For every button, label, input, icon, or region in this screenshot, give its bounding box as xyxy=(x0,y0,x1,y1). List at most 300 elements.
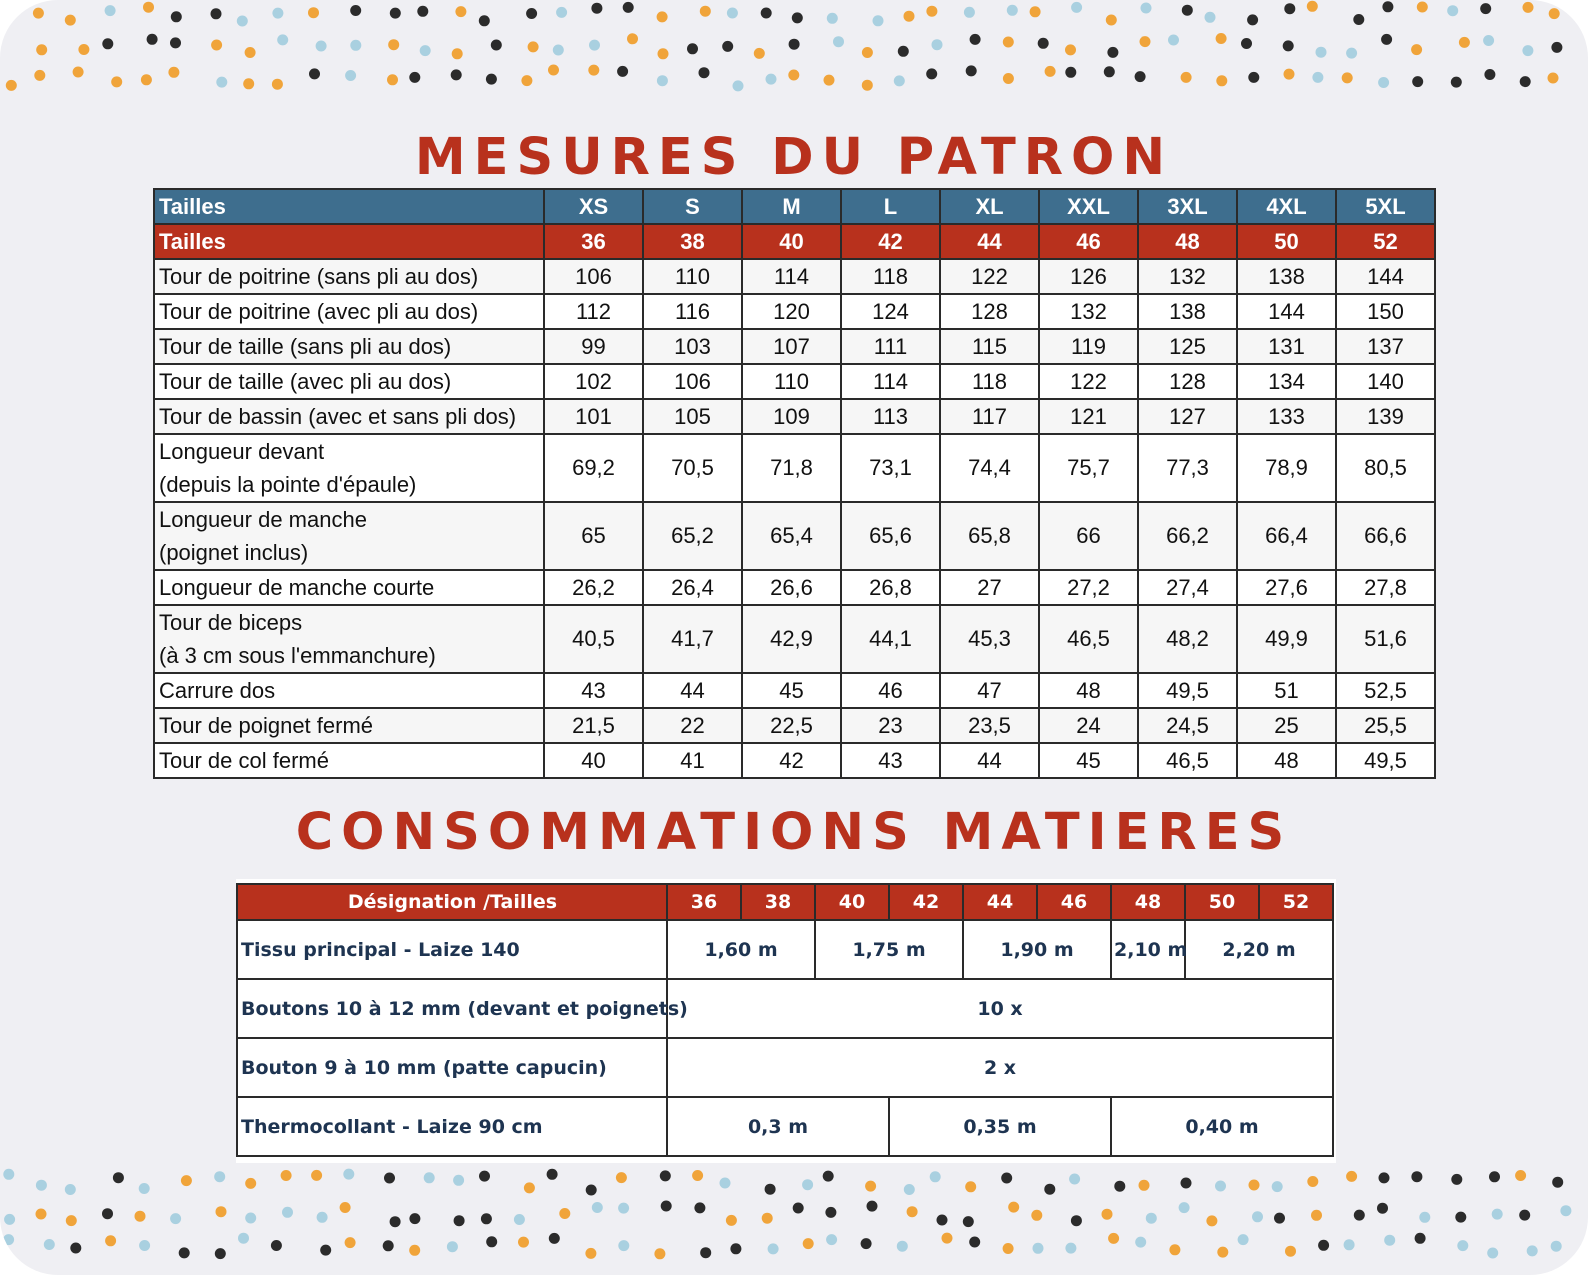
decorative-dot xyxy=(623,2,634,13)
decorative-dot xyxy=(727,8,738,19)
decorative-dot xyxy=(1003,1243,1014,1254)
decorative-dot xyxy=(272,79,283,90)
decorative-dot xyxy=(135,1211,146,1222)
measure-value: 65 xyxy=(544,502,643,570)
measure-value: 46,5 xyxy=(1138,743,1237,778)
decorative-dot xyxy=(1552,1177,1563,1188)
decorative-dot xyxy=(1001,1173,1012,1184)
decorative-dot xyxy=(1008,1202,1019,1213)
decorative-dot xyxy=(271,1240,282,1251)
decorative-dot xyxy=(699,67,710,78)
measure-row xyxy=(154,434,1435,502)
measure-value: 124 xyxy=(841,294,940,329)
decorative-dot xyxy=(111,76,122,87)
decorative-dot xyxy=(143,2,154,13)
decorative-dot xyxy=(803,1238,814,1249)
decorative-dot xyxy=(216,77,227,88)
decorative-dot xyxy=(1179,1202,1190,1213)
decorative-dot xyxy=(1033,1243,1044,1254)
decorative-dot xyxy=(245,47,256,58)
decorative-dot xyxy=(549,1233,560,1244)
decorative-dot xyxy=(113,1172,124,1183)
decorative-dot xyxy=(390,8,401,19)
decorative-dot xyxy=(1030,6,1041,17)
decorative-dot xyxy=(1238,1234,1249,1245)
measure-value: 44 xyxy=(643,673,742,708)
decorative-dot xyxy=(105,5,116,16)
measure-value: 138 xyxy=(1237,259,1336,294)
decorative-dot xyxy=(1181,1178,1192,1189)
size-letter: XS xyxy=(544,189,643,224)
decorative-dot xyxy=(964,7,975,18)
measure-value: 23,5 xyxy=(940,708,1039,743)
decorative-dot xyxy=(1272,1181,1283,1192)
decorative-dot xyxy=(1106,15,1117,26)
decorative-dot xyxy=(589,40,600,51)
decorative-dot xyxy=(6,80,17,91)
decorative-dot xyxy=(1065,1243,1076,1254)
decorative-dot xyxy=(1353,14,1364,25)
decorative-dot xyxy=(388,39,399,50)
decorative-dot xyxy=(36,44,47,55)
decorative-dot xyxy=(3,1169,14,1180)
decorative-dot xyxy=(36,1209,47,1220)
measure-value: 45 xyxy=(1039,743,1138,778)
size-letter: 5XL xyxy=(1336,189,1435,224)
decorative-dot xyxy=(1459,37,1470,48)
decorative-dot xyxy=(547,1169,558,1180)
measure-value: 66,4 xyxy=(1237,502,1336,570)
measure-value: 112 xyxy=(544,294,643,329)
decorative-dot xyxy=(1217,1247,1228,1258)
decorative-dot xyxy=(930,1171,941,1182)
decorative-dot xyxy=(591,3,602,14)
decorative-dot xyxy=(942,1233,953,1244)
decorative-dot xyxy=(1346,1171,1357,1182)
measure-value: 24 xyxy=(1039,708,1138,743)
measure-value: 26,4 xyxy=(643,570,742,605)
decorative-dot xyxy=(966,65,977,76)
decorative-dot xyxy=(528,41,539,52)
measure-value: 49,9 xyxy=(1237,605,1336,673)
decorative-dot xyxy=(660,1170,671,1181)
measure-label-line1: Tour de taille (sans pli au dos) xyxy=(159,334,452,359)
decorative-dot xyxy=(1038,38,1049,49)
decorative-dot xyxy=(618,1203,629,1214)
measure-label-line2: (depuis la pointe d'épaule) xyxy=(159,472,417,497)
decorative-dot xyxy=(1377,1203,1388,1214)
size-number: 36 xyxy=(544,224,643,259)
decorative-dot xyxy=(1311,1210,1322,1221)
decorative-dot xyxy=(1141,3,1152,14)
measure-label xyxy=(154,673,544,708)
measure-value: 78,9 xyxy=(1237,434,1336,502)
decorative-dot xyxy=(454,1215,465,1226)
decorative-dot xyxy=(1411,1171,1422,1182)
decorative-dot xyxy=(1003,37,1014,48)
size-number: 40 xyxy=(742,224,841,259)
decorative-dot xyxy=(1379,1172,1390,1183)
decorative-dot xyxy=(66,1215,77,1226)
measure-value: 66,6 xyxy=(1336,502,1435,570)
decorative-dot xyxy=(216,1206,227,1217)
decorative-dot xyxy=(730,1243,741,1254)
decorative-dot xyxy=(733,80,744,91)
decorative-dot xyxy=(282,1207,293,1218)
decorative-dot xyxy=(409,1245,420,1256)
decorative-dot xyxy=(963,1216,974,1227)
measure-value: 48 xyxy=(1039,673,1138,708)
decorative-dot xyxy=(277,34,288,45)
decorative-dot xyxy=(340,1202,351,1213)
consumption-size: 44 xyxy=(963,884,1037,920)
decorative-dot xyxy=(316,41,327,52)
measure-value: 44,1 xyxy=(841,605,940,673)
measure-value: 120 xyxy=(742,294,841,329)
decorative-dot xyxy=(345,70,356,81)
measure-value: 107 xyxy=(742,329,841,364)
measure-row xyxy=(154,605,1435,673)
decorative-dot xyxy=(1031,1210,1042,1221)
measure-value: 25,5 xyxy=(1336,708,1435,743)
measure-value: 43 xyxy=(841,743,940,778)
decorative-dot xyxy=(588,65,599,76)
measure-label xyxy=(154,502,544,570)
decorative-dot xyxy=(907,1206,918,1217)
measure-value: 49,5 xyxy=(1336,743,1435,778)
size-letter: M xyxy=(742,189,841,224)
decorative-dot xyxy=(1285,1246,1296,1257)
measure-label-line1: Tour de col fermé xyxy=(159,748,329,773)
decorative-dot xyxy=(36,1180,47,1191)
consumption-value: 1,60 m xyxy=(667,920,815,979)
decorative-dot xyxy=(692,1170,703,1181)
decorative-dot xyxy=(1560,1205,1571,1216)
consumption-size: 42 xyxy=(889,884,963,920)
decorative-dot xyxy=(65,1184,76,1195)
measure-value: 71,8 xyxy=(742,434,841,502)
decorative-dot xyxy=(479,1171,490,1182)
decorative-dot xyxy=(766,74,777,85)
decorative-dot xyxy=(171,11,182,22)
decorative-dot xyxy=(618,1240,629,1251)
measure-value: 52,5 xyxy=(1336,673,1435,708)
decorative-dot xyxy=(789,39,800,50)
consumption-label: Tissu principal - Laize 140 xyxy=(237,920,667,979)
decorative-dot xyxy=(1492,1209,1503,1220)
decorative-dot xyxy=(553,45,564,56)
measure-value: 116 xyxy=(643,294,742,329)
measure-row xyxy=(154,294,1435,329)
measure-value: 66 xyxy=(1039,502,1138,570)
measure-value: 49,5 xyxy=(1138,673,1237,708)
decorative-dot xyxy=(44,1239,55,1250)
measure-value: 23 xyxy=(841,708,940,743)
decorative-dot xyxy=(926,68,937,79)
decorative-dot xyxy=(1206,1215,1217,1226)
decorative-dot xyxy=(387,74,398,85)
measure-row xyxy=(154,259,1435,294)
measure-value: 77,3 xyxy=(1138,434,1237,502)
decorative-dot xyxy=(390,1216,401,1227)
decorative-dot xyxy=(309,68,320,79)
measure-value: 101 xyxy=(544,399,643,434)
decorative-dot xyxy=(491,40,502,51)
decorative-dot xyxy=(409,1213,420,1224)
measure-value: 122 xyxy=(940,259,1039,294)
decorative-dot xyxy=(1104,66,1115,77)
decorative-dot xyxy=(1274,1213,1285,1224)
decorative-dot xyxy=(1139,1180,1150,1191)
decorative-dot xyxy=(627,33,638,44)
decorative-dot xyxy=(215,1248,226,1259)
decorative-dot xyxy=(1447,5,1458,16)
decorative-dot xyxy=(181,1175,192,1186)
decorative-dot xyxy=(1065,67,1076,78)
decorative-dot xyxy=(243,78,254,89)
measure-value: 127 xyxy=(1138,399,1237,434)
decorative-dot xyxy=(1519,1210,1530,1221)
size-letter: L xyxy=(841,189,940,224)
decorative-dot xyxy=(518,1237,529,1248)
decorative-dot xyxy=(793,1203,804,1214)
decorative-dot xyxy=(3,1234,14,1245)
consumption-value: 0,3 m xyxy=(667,1097,889,1156)
measure-value: 128 xyxy=(1138,364,1237,399)
size-letter: XXL xyxy=(1039,189,1138,224)
measure-value: 113 xyxy=(841,399,940,434)
measure-value: 122 xyxy=(1039,364,1138,399)
measure-value: 22,5 xyxy=(742,708,841,743)
decorative-dot xyxy=(792,12,803,23)
decorative-dot xyxy=(617,66,628,77)
measure-value: 126 xyxy=(1039,259,1138,294)
decorative-dot xyxy=(1045,66,1056,77)
measure-value: 51,6 xyxy=(1336,605,1435,673)
size-number: 52 xyxy=(1336,224,1435,259)
decorative-dot xyxy=(1412,76,1423,87)
decorative-dot xyxy=(105,1235,116,1246)
decorative-dot xyxy=(455,6,466,17)
decorative-dot xyxy=(33,8,44,19)
measure-label xyxy=(154,743,544,778)
measure-value: 21,5 xyxy=(544,708,643,743)
size-number-header: Tailles xyxy=(154,224,544,259)
decorative-dot xyxy=(350,40,361,51)
decorative-dot xyxy=(827,13,838,24)
measure-value: 132 xyxy=(1138,259,1237,294)
measure-label-line1: Tour de poignet fermé xyxy=(159,713,374,738)
size-number-row xyxy=(154,224,1435,259)
measure-row xyxy=(154,399,1435,434)
measure-value: 27,2 xyxy=(1039,570,1138,605)
decorative-dots-top xyxy=(0,0,1588,110)
decorative-dot xyxy=(1216,33,1227,44)
decorative-dots-bottom xyxy=(0,1160,1588,1275)
measure-value: 70,5 xyxy=(643,434,742,502)
decorative-dot xyxy=(1384,1235,1395,1246)
decorative-dot xyxy=(281,1170,292,1181)
size-number: 46 xyxy=(1039,224,1138,259)
decorative-dot xyxy=(451,69,462,80)
decorative-dot xyxy=(592,1202,603,1213)
decorative-dot xyxy=(802,1179,813,1190)
measure-label xyxy=(154,570,544,605)
measure-value: 80,5 xyxy=(1336,434,1435,502)
measure-value: 144 xyxy=(1237,294,1336,329)
decorative-dot xyxy=(521,75,532,86)
decorative-dot xyxy=(1169,1244,1180,1255)
measure-value: 41 xyxy=(643,743,742,778)
decorative-dot xyxy=(898,46,909,57)
decorative-dot xyxy=(1114,1181,1125,1192)
consumption-value: 0,40 m xyxy=(1111,1097,1333,1156)
decorative-dot xyxy=(1252,1211,1263,1222)
decorative-dot xyxy=(1419,1212,1430,1223)
decorative-dot xyxy=(481,1213,492,1224)
decorative-dot xyxy=(1065,44,1076,55)
decorative-dot xyxy=(1241,38,1252,49)
measure-value: 40 xyxy=(544,743,643,778)
decorative-dot xyxy=(754,48,765,59)
decorative-dot xyxy=(170,1213,181,1224)
decorative-dot xyxy=(1247,14,1258,25)
decorative-dot xyxy=(238,1233,249,1244)
measure-label-line1: Tour de poitrine (sans pli au dos) xyxy=(159,264,479,289)
decorative-dot xyxy=(1135,1237,1146,1248)
measure-row xyxy=(154,329,1435,364)
decorative-dot xyxy=(762,1213,773,1224)
measure-value: 118 xyxy=(841,259,940,294)
decorative-dot xyxy=(861,1238,872,1249)
decorative-dot xyxy=(1451,1174,1462,1185)
decorative-dot xyxy=(904,11,915,22)
measure-label xyxy=(154,259,544,294)
decorative-dot xyxy=(1205,12,1216,23)
measure-label xyxy=(154,294,544,329)
measure-value: 51 xyxy=(1237,673,1336,708)
decorative-dot xyxy=(1071,1215,1082,1226)
decorative-dot xyxy=(826,1234,837,1245)
decorative-dot xyxy=(1489,1171,1500,1182)
measure-value: 102 xyxy=(544,364,643,399)
decorative-dot xyxy=(700,6,711,17)
consumption-size: 46 xyxy=(1037,884,1111,920)
measure-row xyxy=(154,673,1435,708)
decorative-dot xyxy=(311,1170,322,1181)
measure-label-line2: (poignet inclus) xyxy=(159,540,309,565)
consumption-value: 1,75 m xyxy=(815,920,963,979)
decorative-dot xyxy=(904,1184,915,1195)
decorative-dot xyxy=(486,1236,497,1247)
measure-value: 27,4 xyxy=(1138,570,1237,605)
decorative-dot xyxy=(417,6,428,17)
decorative-dot xyxy=(486,74,497,85)
measure-value: 41,7 xyxy=(643,605,742,673)
decorative-dot xyxy=(658,48,669,59)
measure-value: 139 xyxy=(1336,399,1435,434)
consumption-size: 52 xyxy=(1259,884,1333,920)
measure-value: 99 xyxy=(544,329,643,364)
decorative-dot xyxy=(384,1173,395,1184)
decorative-dot xyxy=(1140,36,1151,47)
decorative-dot xyxy=(211,40,222,51)
measure-value: 47 xyxy=(940,673,1039,708)
measure-value: 105 xyxy=(643,399,742,434)
measure-value: 48,2 xyxy=(1138,605,1237,673)
measure-row xyxy=(154,708,1435,743)
decorative-dot xyxy=(524,1182,535,1193)
measure-value: 106 xyxy=(544,259,643,294)
decorative-dot xyxy=(970,34,981,45)
measure-value: 22 xyxy=(643,708,742,743)
decorative-dot xyxy=(897,1241,908,1252)
decorative-dot xyxy=(1378,77,1389,88)
measure-value: 111 xyxy=(841,329,940,364)
decorative-dot xyxy=(932,39,943,50)
decorative-dot xyxy=(526,8,537,19)
decorative-dot xyxy=(1455,1212,1466,1223)
decorative-dot xyxy=(1342,72,1353,83)
decorative-dot xyxy=(726,1215,737,1226)
consumption-value: 10 x xyxy=(667,979,1333,1038)
decorative-dot xyxy=(1487,1248,1498,1259)
measure-value: 118 xyxy=(940,364,1039,399)
measure-value: 27,6 xyxy=(1237,570,1336,605)
decorative-dot xyxy=(4,1214,15,1225)
measure-value: 26,2 xyxy=(544,570,643,605)
decorative-dot xyxy=(1318,1240,1329,1251)
size-letter-row xyxy=(154,189,1435,224)
measure-value: 115 xyxy=(940,329,1039,364)
decorative-dot xyxy=(139,1240,150,1251)
consumption-label: Bouton 9 à 10 mm (patte capucin) xyxy=(237,1038,667,1097)
measure-label-line1: Longueur devant xyxy=(159,439,325,464)
decorative-dot xyxy=(1102,1209,1113,1220)
decorative-dot xyxy=(559,1208,570,1219)
measure-value: 65,8 xyxy=(940,502,1039,570)
measure-label-line1: Carrure dos xyxy=(159,678,276,703)
consumption-table xyxy=(236,883,1334,1157)
measure-label-line2: (à 3 cm sous l'emmanchure) xyxy=(159,643,436,668)
decorative-dot xyxy=(765,1184,776,1195)
decorative-dot xyxy=(965,1181,976,1192)
decorative-dot xyxy=(1182,5,1193,16)
measure-label-line1: Tour de biceps xyxy=(159,610,303,635)
size-number: 42 xyxy=(841,224,940,259)
measure-label-line1: Longueur de manche xyxy=(159,507,367,532)
designation-header: Désignation /Tailles xyxy=(237,884,667,920)
consumption-row xyxy=(237,1038,1333,1097)
consumption-value: 1,90 m xyxy=(963,920,1111,979)
consumption-size: 50 xyxy=(1185,884,1259,920)
consumption-label: Thermocollant - Laize 90 cm xyxy=(237,1097,667,1156)
measure-value: 114 xyxy=(841,364,940,399)
decorative-dot xyxy=(824,75,835,86)
measure-value: 73,1 xyxy=(841,434,940,502)
decorative-dot xyxy=(139,1183,150,1194)
decorative-dot xyxy=(1069,1174,1080,1185)
decorative-dot xyxy=(1411,44,1422,55)
decorative-dot xyxy=(409,72,420,83)
decorative-dot xyxy=(1551,1241,1562,1252)
decorative-dot xyxy=(1344,1239,1355,1250)
measure-value: 134 xyxy=(1237,364,1336,399)
measure-value: 109 xyxy=(742,399,841,434)
measure-value: 42,9 xyxy=(742,605,841,673)
decorative-dot xyxy=(1457,1240,1468,1251)
measure-value: 43 xyxy=(544,673,643,708)
